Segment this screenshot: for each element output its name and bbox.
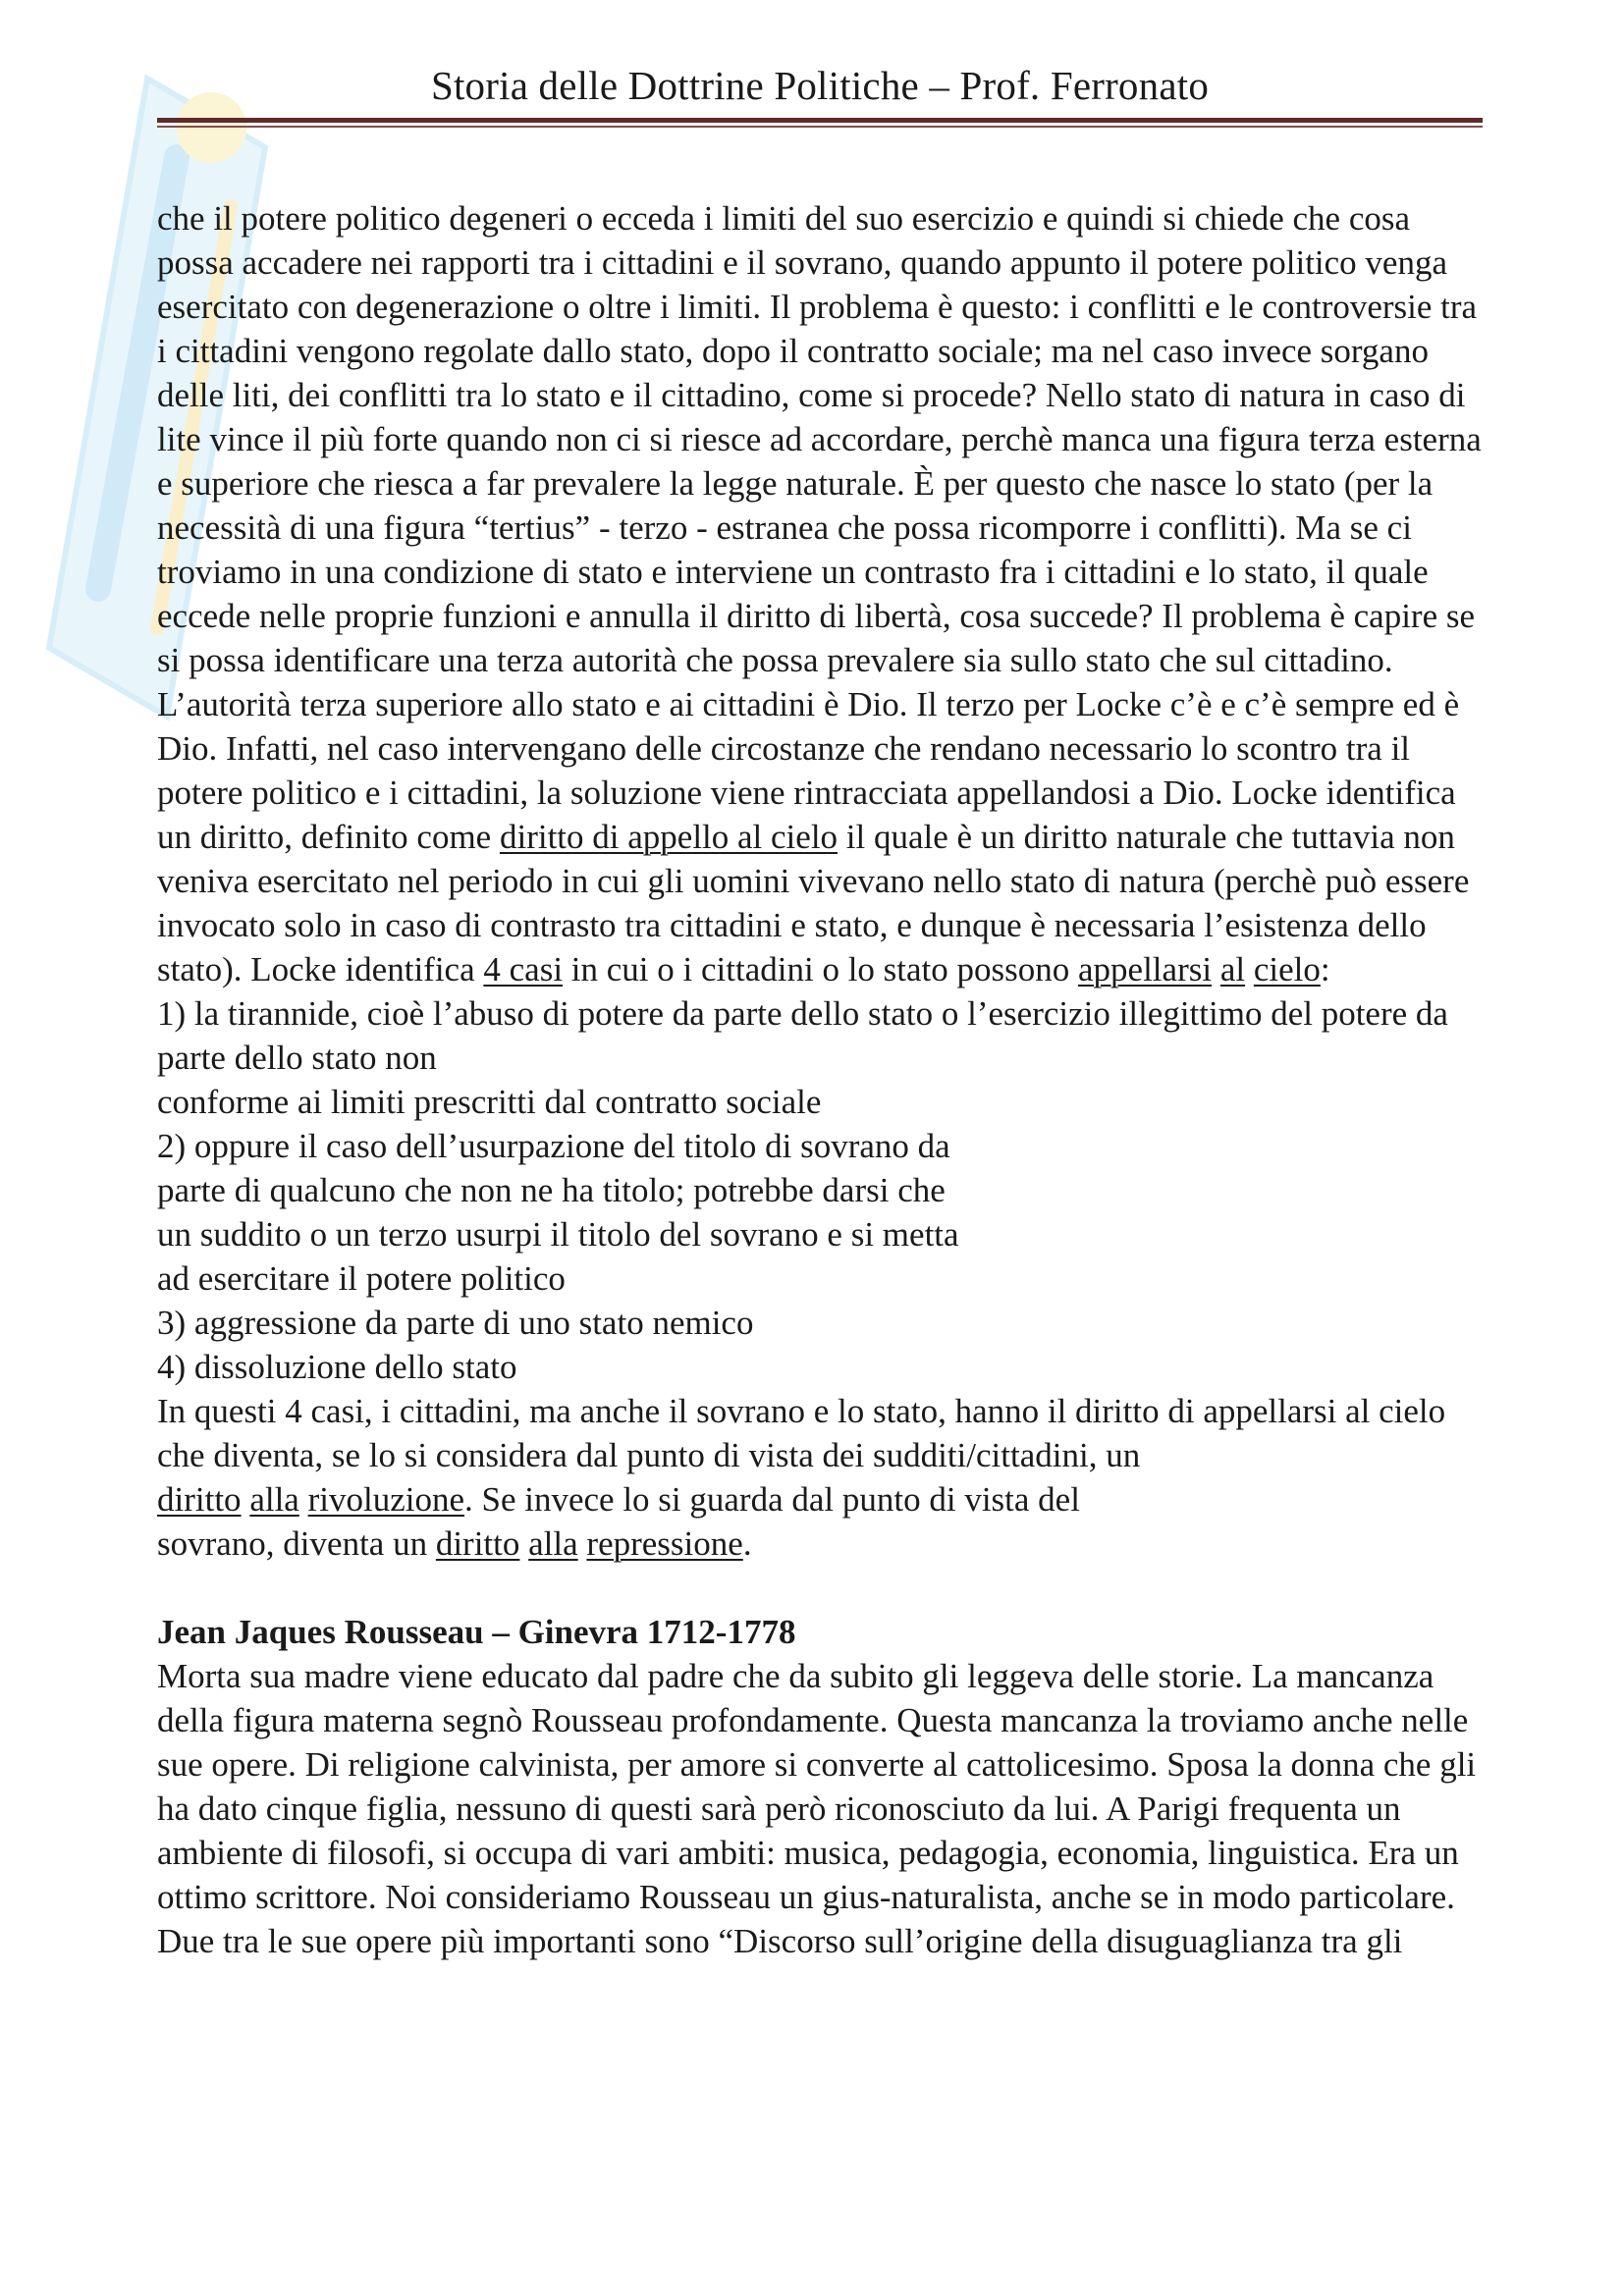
- underlined-term: appellarsi: [1078, 950, 1213, 988]
- header-rule-thin: [157, 126, 1483, 128]
- underlined-term: alla: [528, 1524, 578, 1563]
- page-header: [157, 61, 1483, 128]
- list-item: parte di qualcuno che non ne ha titolo; potrebbe darsi che: [157, 1171, 946, 1209]
- list-item: ad esercitare il potere politico: [157, 1259, 566, 1298]
- underlined-term: diritto: [435, 1524, 520, 1563]
- underlined-term: repressione: [586, 1524, 743, 1563]
- list-item: conforme ai limiti prescritti dal contratto sociale: [157, 1083, 822, 1121]
- header-title: Storia delle Dottrine Politiche – Prof. Ferronato: [430, 63, 1210, 108]
- underlined-term: cielo: [1253, 950, 1321, 988]
- spacer: [157, 1566, 1483, 1610]
- underlined-term: al: [1219, 950, 1246, 988]
- section-heading: Jean Jaques Rousseau – Ginevra 1712-1778: [157, 1613, 796, 1651]
- underlined-term: rivoluzione: [307, 1480, 464, 1519]
- underlined-term: 4 casi: [483, 950, 564, 988]
- list-item: 1) la tirannide, cioè l’abuso di potere da parte dello stato o l’esercizio illegittimo del potere da parte dello stato non: [157, 994, 1448, 1077]
- paragraph-rousseau: Morta sua madre viene educato dal padre che da subito gli leggeva delle storie. La mancanza della figura materna segnò Rousseau profondamente. Questa mancanza la troviamo anche nelle sue opere. Di religione calvinista, per amore si converte al cattolicesimo. Sposa la donna che gli ha dato cinque figlia, nessuno di questi sarà però riconosciuto da lui. A Parigi frequenta un ambiente di filosofi, si occupa di vari ambiti: musica, pedagogia, economia, linguistica. Era un ottimo scrittore. Noi consideriamo Rousseau un gius-naturalista, anche se in modo particolare. Due tra le sue opere più importanti sono “Discorso sull’origine della disuguaglianza tra gli: [157, 1657, 1477, 1960]
- list-item: un suddito o un terzo usurpi il titolo del sovrano e si metta: [157, 1215, 959, 1254]
- paragraph-right-of-appeal: In questi 4 casi, i cittadini, ma anche il sovrano e lo stato, hanno il diritto di appellarsi al cielo che diventa, se lo si considera dal punto di vista dei sudditi/cittadini, un diritto alla rivoluzione. Se invece lo si guarda dal punto di vista del sovrano, diventa un diritto alla repressione.: [157, 1392, 1446, 1563]
- header-rule: [157, 118, 1483, 123]
- document-body: [157, 196, 1483, 1963]
- cases-list: [157, 991, 1483, 1389]
- list-item: 4) dissoluzione dello stato: [157, 1348, 517, 1386]
- underlined-term: diritto: [157, 1480, 242, 1519]
- paragraph-locke-appeal: che il potere politico degeneri o ecceda i limiti del suo esercizio e quindi si chiede che cosa possa accadere nei rapporti tra i cittadini e il sovrano, quando appunto il potere politico venga esercitato con degenerazione o oltre i limiti. Il problema è questo: i conflitti e le controversie tra i cittadini vengono regolate dallo stato, dopo il contratto sociale; ma nel caso invece sorgano delle liti, dei conflitti tra lo stato e il cittadino, come si procede? Nello stato di natura in caso di lite vince il più forte quando non ci si riesce ad accordare, perchè manca una figura terza esterna e superiore che riesca a far prevalere la legge naturale. È per questo che nasce lo stato (per la necessità di una figura “tertius” - terzo - estranea che possa ricomporre i conflitti). Ma se ci troviamo in una condizione di stato e interviene un contrasto fra i cittadini e lo stato, il quale eccede nelle proprie funzioni e annulla il diritto di libertà, cosa succede? Il problema è capire se si possa identificare una terza autorità che possa prevalere sia sullo stato che sul cittadino. L’autorità terza superiore allo stato e ai cittadini è Dio. Il terzo per Locke c’è e c’è sempre ed è Dio. Infatti, nel caso intervengano delle circostanze che rendano necessario lo scontro tra il potere politico e i cittadini, la soluzione viene rintracciata appellandosi a Dio. Locke identifica un diritto, definito come diritto di appello al cielo il quale è un diritto naturale che tuttavia non veniva esercitato nel periodo in cui gli uomini vivevano nello stato di natura (perchè può essere invocato solo in caso di contrasto tra cittadini e stato, e dunque è necessaria l’esistenza dello stato). Locke identifica 4 casi in cui o i cittadini o lo stato possono appellarsi al cielo:: [157, 199, 1482, 988]
- list-item: 3) aggressione da parte di uno stato nemico: [157, 1304, 754, 1342]
- underlined-term: alla: [249, 1480, 299, 1519]
- underlined-term: diritto di appello al cielo: [499, 818, 839, 856]
- list-item: 2) oppure il caso dell’usurpazione del titolo di sovrano da: [157, 1127, 950, 1165]
